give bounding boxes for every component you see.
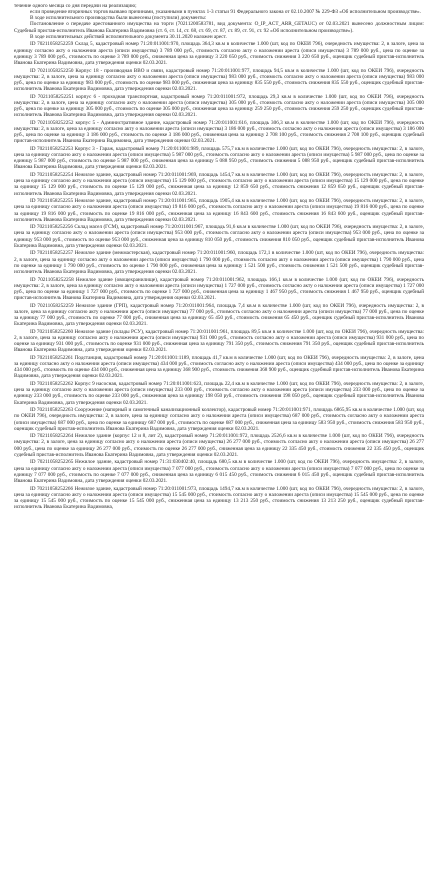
property-item: ID 70211058252259 Склад 5, кадастровый номер 71:20:011001:970, площадь 364,3 кв.м в количестве 1.000 (шт, код по ОКЕИ 796), очередность имущества: 2, в залоге, цена за единицу согласно акту о наложении ареста (описи имущества) 3 789 000 руб., стоимость согласно акту о наложении ареста (описи имущества) 3 789 000 руб., цена по оценке за единицу 3 789 000 руб., стоимость по оценке 3 789 000 руб., сниженная цена за единицу 3 220 650 руб., стоимость снижения 3 220 650 руб., оценщик судебный пристав-исполнитель Иванова Екатерина Вадимовна, дата утверждения оценки 02.03.2021. xyxy=(14,41,424,66)
property-item: ID 70211058252259 Нежилое здание (ГРП), кадастровый номер 71:20:011001:964, площадь 7,4 кв.м в количестве 1.000 (шт, код по ОКЕИ 796), очередность имущества: 2, в залоге, цена за единицу согласно акту о наложении ареста (описи имущества) 77 000 руб., стоимость согласно акту о наложении ареста (описи имущества) 77 000 руб., цена по оценке за единицу 77 000 руб., стоимость по оценке 77 000 руб., сниженная цена за единицу 65 450 руб., стоимость снижения 65 450 руб., оценщик судебный пристав-исполнитель Иванова Екатерина Вадимовна, дата утверждения оценки 02.03.2021. xyxy=(14,302,424,328)
property-item: ID 70211058252263 Сооружение (напорный и самотечный канализационный коллектор), кадастровый номер 71:20:011001:971, площадь 6865,95 кв.м в количестве 1.000 (шт, код по ОКЕИ 796), очередность имущества: 2, в залоге, цена за единицу согласно акту о наложении ареста (описи имущества) 687 000 руб., стоимость согласно акту о наложении ареста (описи имущества) 687 000 руб., цена по оценке за единицу 687 000 руб., стоимость по оценке 687 000 руб., сниженная цена за единицу 583 950 руб., стоимость снижения 583 950 руб., оценщик судебный пристав-исполнитель Иванова Екатерина Вадимовна, дата утверждения оценки 02.03.2021. xyxy=(14,407,424,432)
property-item: ID 70211058252252 корпус 5 - Административное здание, кадастровый номер 71:20:011001:616, площадь 306,3 кв.м в количестве 1.000 (шт, код по ОКЕИ 796), очередность имущества: 2, в залоге, цена за единицу согласно акту о наложении ареста (описи имущества) 3 186 000 руб., стоимость согласно акту о наложении ареста (описи имущества) 3 186 000 руб., цена по оценке за единицу 3 186 000 руб., стоимость по оценке 3 186 000 руб., сниженная цена за единицу 2 708 100 руб., стоимость снижения 2 708 100 руб., оценщик судебный пристав-исполнитель Иванова Екатерина Вадимовна, дата утверждения оценки 02.03.2021. xyxy=(14,119,424,145)
property-item: ID 70211058252255 Нежилое здание, кадастровый номер 71:20:011001:965, площадь 1905,4 кв.м в количестве 1.000 (шт, код по ОКЕИ 796), очередность имущества: 2, в залоге, цена за единицу согласно акту о наложении ареста (описи имущества) 19 816 000 руб., стоимость согласно акту о наложении ареста (описи имущества) 19 816 000 руб., цена по оценке за единицу 19 816 000 руб., стоимость по оценке 19 816 000 руб., сниженная цена за единицу 16 843 600 руб., стоимость снижения 16 843 600 руб., оценщик судебный пристав-исполнитель Иванова Екатерина Вадимовна, дата утверждения оценки 02.03.2021. xyxy=(14,198,424,223)
property-item: ID 70211058252253 Корпус 3 - Гараж, кадастровый номер 71:20:011001:989, площадь 575,7 кв.м в количестве 1.000 (шт, код по ОКЕИ 796), очередность имущества: 2, в залоге, цена за единицу согласно акту о наложении ареста (описи имущества) 5 987 000 руб., стоимость согласно акту о наложении ареста (описи имущества) 5 987 000 руб., цена по оценке за единицу 5 987 000 руб., стоимость по оценке 5 987 000 руб., сниженная цена за единицу 5 088 950 руб., стоимость снижения 5 088 950 руб., оценщик судебный пристав-исполнитель Иванова Екатерина Вадимовна, дата утверждения оценки 02.03.2021. xyxy=(14,145,424,171)
property-item: ID 70211058252265 Нежилое здание, кадастровый номер 71:31:030402:40, площадь 680,5 кв.м в количестве 1.000 (шт, код по ОКЕИ 796), очередность имущества: 2, в залоге, цена за единицу согласно акту о наложении ареста (описи имущества) 7 077 000 руб., стоимость согласно акту о наложении ареста (описи имущества) 7 077 000 руб., цена по оценке за единицу 7 077 000 руб., стоимость по оценке 7 077 000 руб., сниженная цена за единицу 6 015 450 руб., стоимость снижения 6 015 450 руб., оценщик судебный пристав-исполнитель Иванова Екатерина Вадимовна, дата утверждения оценки 02.03.2021. xyxy=(14,459,424,484)
property-item: ID 70211058252257 Нежилое здание (межмастерская), кадастровый номер 71:20:011001:960, площадь 172,1 в количестве 1.000 (шт, код по ОКЕИ 796), очередность имущества: 2, в залоге, цена за единицу согласно акту о наложении ареста (описи имущества) 1 790 000 руб., стоимость согласно акту о наложении ареста (описи имущества) 1 790 000 руб., цена по оценке за единицу 1 790 000 руб., стоимость по оценке 1 790 000 руб., сниженная цена за единицу 1 521 500 руб., стоимость снижения 1 521 500 руб., оценщик судебный пристав-исполнитель Иванова Екатерина Вадимовна, дата утверждения оценки 02.03.2021. xyxy=(14,250,424,275)
property-item: ID 70211058252261 Подстанция, кадастровый номер 71:20:011001:1189, площадь 41,7 кв.м в количестве 1.000 (шт, код по ОКЕИ 796), очередность имущества: 2, в залоге, цена за единицу согласно акту о наложении ареста (описи имущества) 434 000 руб., стоимость согласно акту о наложении ареста (описи имущества) 434 000 руб., цена по оценке за единицу 434 000 руб., стоимость по оценке 434 000 руб., сниженная цена за единицу 368 900 руб., стоимость снижения 368 900 руб., оценщик судебный пристав-исполнитель Иванова Екатерина Вадимовна, дата утверждения оценки 02.03.2021. xyxy=(14,354,424,380)
property-item: ID 70211058252266 Нежилое здание, кадастровый номер 71:20:011001:973, площадь 1494,7 кв.м в количестве 1.000 (шт, код по ОКЕИ 796), очередность имущества: 2, в залоге, цена за единицу согласно акту о наложении ареста (описи имущества) 15 545 000 руб., стоимость согласно акту о наложении ареста (описи имущества) 15 545 000 руб., цена по оценке за единицу 15 545 000 руб., стоимость по оценке 15 545 000 руб., сниженная цена за единицу 13 213 250 руб., стоимость снижения 13 213 250 руб., оценщик судебный пристав-исполнитель Иванова Екатерина Вадимовна, xyxy=(14,485,424,511)
property-item: ID 70211058252262 Корпус 9 насосная, кадастровый номер 71:20:011001:623, площадь 22,4 кв.м в количестве 1.000 (шт, код по ОКЕИ 796), очередность имущества: 2, в залоге, цена за единицу согласно акту о наложении ареста (описи имущества) 233 000 руб., стоимость согласно акту о наложении ареста (описи имущества) 233 000 руб., цена по оценке за единицу 233 000 руб., стоимость по оценке 233 000 руб., сниженная цена за единицу 198 050 руб., стоимость снижения 198 050 руб., оценщик судебный пристав-исполнитель Иванова Екатерина Вадимовна, дата утверждения оценки 02.03.2021. xyxy=(14,381,424,406)
property-item: ID 70211058252264 Нежилое здание (корпус 12 и 8, лит 2), кадастровый номер 71:20:011001:972, площадь 2526,6 кв.м в количестве 1.000 (шт, код по ОКЕИ 796), очередность имущества: 2, в залоге, цена за единицу согласно акту о наложении ареста (описи имущества) 26 277 000 руб., стоимость согласно акту о наложении ареста (описи имущества) 26 277 000 руб., цена по оценке за единицу 26 277 000 руб., стоимость по оценке 26 277 000 руб., сниженная цена за единицу 22 335 450 руб., стоимость снижения 22 335 450 руб., оценщик судебный пристав-исполнитель Иванова Екатерина Вадимовна, дата утверждения оценки 02.03.2021. xyxy=(14,433,424,458)
property-item: ID 70211058252260 Нежилое здание (склады РСУ), кадастровый номер 71:20:011001:961, площадь 89,5 кв.м в количестве 1.000 (шт, код по ОКЕИ 796), очередность имущества: 2, в залоге, цена за единицу согласно акту о наложении ареста (описи имущества) 931 000 руб., стоимость согласно акту о наложении ареста (описи имущества) 931 000 руб., цена по оценке за единицу 931 000 руб., стоимость по оценке 931 000 руб., сниженная цена за единицу 791 350 руб., стоимость снижения 791 350 руб., оценщик судебный пристав-исполнитель Иванова Екатерина Вадимовна, дата утверждения оценки 02.03.2021. xyxy=(14,328,424,354)
paragraph-secondary-auction: если проведение вторичных торгов вызвано причинами, указанными в пунктах 1-3 статьи 91 Федерального закона от 02.10.2007 № 229-ФЗ «Об исполнительном производстве». xyxy=(30,9,421,16)
property-item: ID 70211058252256 Склад масел (ГСМ), кадастровый номер 71:20:011001:967, площадь 91,6 кв.м в количестве 1.000 (шт, код по ОКЕИ 796), очередность имущества: 2, в залоге, цена за единицу согласно акту о наложении ареста (описи имущества) 953 000 руб., стоимость согласно акту о наложении ареста (описи имущества) 953 000 руб., цена по оценке за единицу 953 000 руб., стоимость по оценке 953 000 руб., сниженная цена за единицу 810 050 руб., стоимость снижения 810 050 руб., оценщик судебный пристав-исполнитель Иванова Екатерина Вадимовна, дата утверждения оценки 02.03.2021. xyxy=(14,224,424,249)
property-item: ID 70211058252254 Нежилое здание, кадастровый номер 71:20:011001:969, площадь 1454,7 кв.м в количестве 1.000 (шт, код по ОКЕИ 796), очередность имущества: 2, в залоге, цена за единицу согласно акту о наложении ареста (описи имущества) 15 129 000 руб., стоимость согласно акту о наложении ареста (описи имущества) 15 129 000 руб., цена по оценке за единицу 15 129 000 руб., стоимость по оценке 15 129 000 руб., сниженная цена за единицу 12 859 650 руб., стоимость снижения 12 859 650 руб., оценщик судебный пристав-исполнитель Иванова Екатерина Вадимовна, дата утверждения оценки 02.03.2021. xyxy=(14,172,424,197)
property-item: ID 70211058252258 Нежилое здание (овощехранилище), кадастровый номер 71:20:011001:962, площадь 166,1 кв.м в количестве 1.000 (шт, код по ОКЕИ 796), очередность имущества: 2, в залоге, цена за единицу согласно акту о наложении ареста (описи имущества) 1 727 000 руб., стоимость согласно акту о наложении ареста (описи имущества) 1 727 000 руб., цена по оценке за единицу 1 727 000 руб., стоимость по оценке 1 727 000 руб., сниженная цена за единицу 1 467 950 руб., стоимость снижения 1 467 950 руб., оценщик судебный пристав-исполнитель Иванова Екатерина Вадимовна, дата утверждения оценки 02.03.2021. xyxy=(14,276,424,302)
paragraph-arrest-note: В ходе исполнительных действий исполнительного документа 30.11.2020 наложен арест. xyxy=(30,33,227,40)
paragraph-continuation: течение одного месяца со дня передачи на реализацию; xyxy=(14,3,137,9)
property-item: ID 70211058252251 корпус 6 - проходная транспортная, кадастровый номер 71:20:011001:972, площадь 29,3 кв.м в количестве 1.000 (шт, код по ОКЕИ 796), очередность имущества: 2, в залоге, цена за единицу согласно акту о наложении ареста (описи имущества) 305 000 руб., стоимость согласно акту о наложении ареста (описи имущества) 305 000 руб., цена по оценке за единицу 305 000 руб., стоимость по оценке 305 000 руб., сниженная цена за единицу 259 250 руб., стоимость снижения 259 250 руб., оценщик судебный пристав-исполнитель Иванова Екатерина Вадимовна, дата утверждения оценки 02.03.2021. xyxy=(14,93,424,119)
property-item: ID 70211058252250 Корпус 18 - производная ВВО и связи, кадастровый номер 71:20:011001:977, площадь 94,5 кв.м в количестве 1.000 (шт, код по ОКЕИ 796), очередность имущества: 2, в залоге, цена за единицу согласно акту о наложении ареста (описи имущества) 983 000 руб., стоимость согласно акту о наложении ареста (описи имущества) 983 000 руб., цена по оценке за единицу 983 000 руб., стоимость по оценке 983 000 руб., сниженная цена за единицу 835 550 руб., стоимость снижения 835 550 руб., оценщик судебный пристав-исполнитель Иванова Екатерина Вадимовна, дата утверждения оценки 02.03.2021. xyxy=(14,67,424,93)
paragraph-resolution: Постановление о передаче арестованного имущества на торги (70211200583781, вид документа: O_IP_ACT_ARR_GETAUC) от 02.03.2021 вынесено должностным лицом: Судебный пристав-исполнитель Иванова Екатерина Вадимовна (ст. 6, ст. 14, ст. 68, ст. 69, ст. 87, ст. 89, ст. 91, ст. 92 «Об исполнительном производстве»). xyxy=(14,21,424,34)
paragraph-documents-intro: В ходе исполнительного производства были вынесены (поступили) документы: xyxy=(30,15,207,22)
